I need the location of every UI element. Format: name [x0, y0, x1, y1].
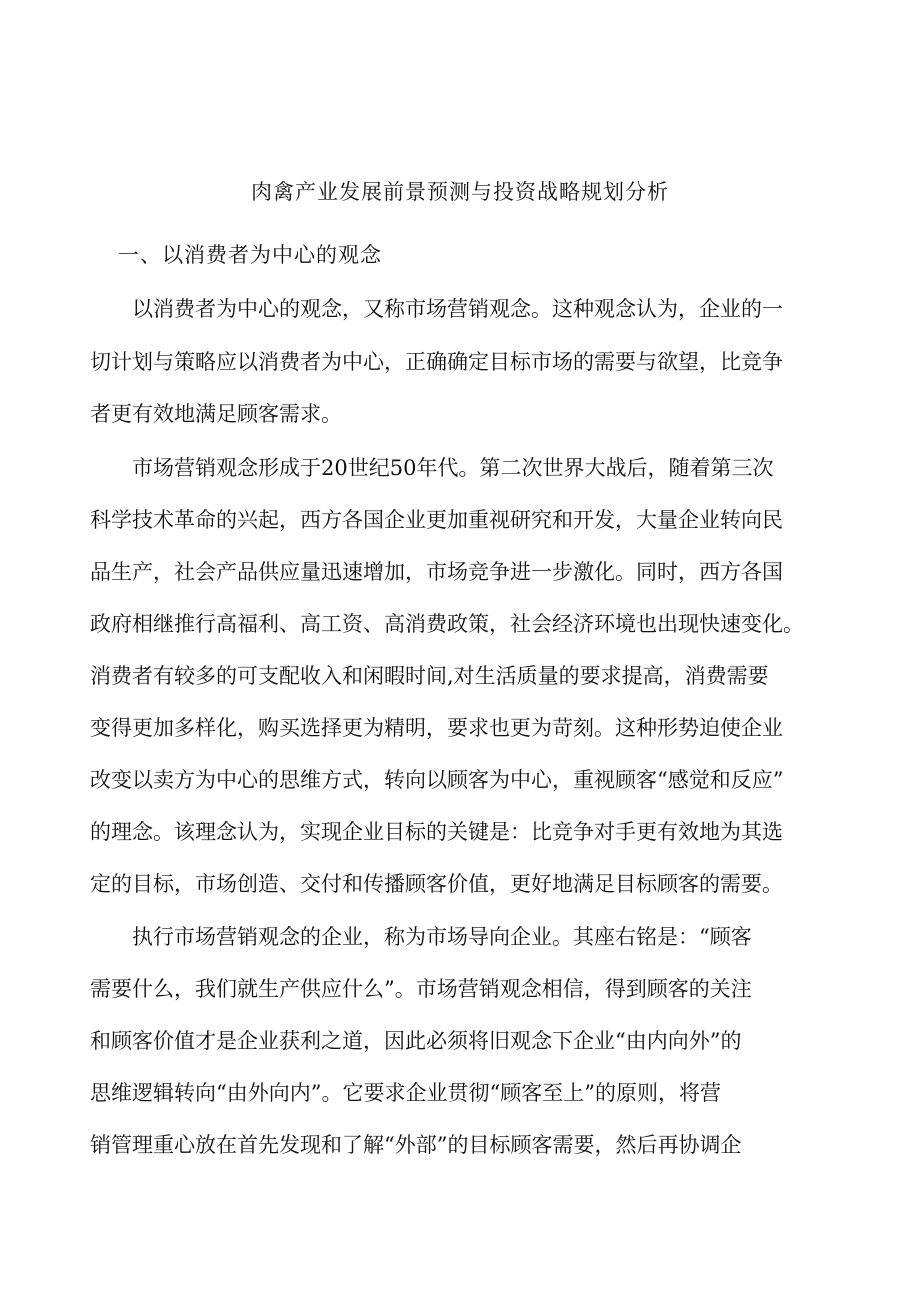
paragraph-line: 执行市场营销观念的企业，称为市场导向企业。其座右铭是：“顾客: [132, 925, 752, 949]
paragraph-line: 政府相继推行高福利、高工资、高消费政策，社会经济环境也出现快速变化。: [90, 612, 804, 636]
paragraph-line: 品生产，社会产品供应量迅速增加，市场竞争进一步激化。同时，西方各国: [90, 560, 783, 584]
paragraph-line: 者更有效地满足顾客需求。: [90, 402, 342, 426]
paragraph-line: 切计划与策略应以消费者为中心，正确确定目标市场的需要与欲望，比竞争: [90, 350, 783, 374]
document-title: 肉禽产业发展前景预测与投资战略规划分析: [251, 180, 669, 204]
paragraph-line: 销管理重心放在首先发现和了解“外部”的目标顾客需要，然后再协调企: [90, 1133, 742, 1157]
paragraph-line: 以消费者为中心的观念，又称市场营销观念。这种观念认为，企业的一: [132, 297, 783, 321]
paragraph-line: 需要什么，我们就生产供应什么”。市场营销观念相信，得到顾客的关注: [90, 977, 752, 1001]
paragraph-line: 定的目标，市场创造、交付和传播顾客价值，更好地满足目标顾客的需要。: [90, 872, 783, 896]
paragraph-line: 变得更加多样化，购买选择更为精明，要求也更为苛刻。这种形势迫使企业: [90, 716, 783, 740]
section-heading: 一、以消费者为中心的观念: [118, 243, 382, 267]
paragraph-line: 的理念。该理念认为，实现企业目标的关键是：比竞争对手更有效地为其选: [90, 820, 783, 844]
paragraph-line: 消费者有较多的可支配收入和闲暇时间,对生活质量的要求提高，消费需要: [90, 664, 769, 688]
paragraph-line: 市场营销观念形成于20世纪50年代。第二次世界大战后，随着第三次: [132, 456, 774, 480]
paragraph-line: 思维逻辑转向“由外向内”。它要求企业贯彻“顾客至上”的原则，将营: [90, 1081, 721, 1105]
paragraph-line: 和顾客价值才是企业获利之道，因此必须将旧观念下企业“由内向外”的: [90, 1029, 742, 1053]
paragraph-line: 改变以卖方为中心的思维方式，转向以顾客为中心，重视顾客“感觉和反应”: [90, 768, 784, 792]
paragraph-line: 科学技术革命的兴起，西方各国企业更加重视研究和开发，大量企业转向民: [90, 508, 783, 532]
